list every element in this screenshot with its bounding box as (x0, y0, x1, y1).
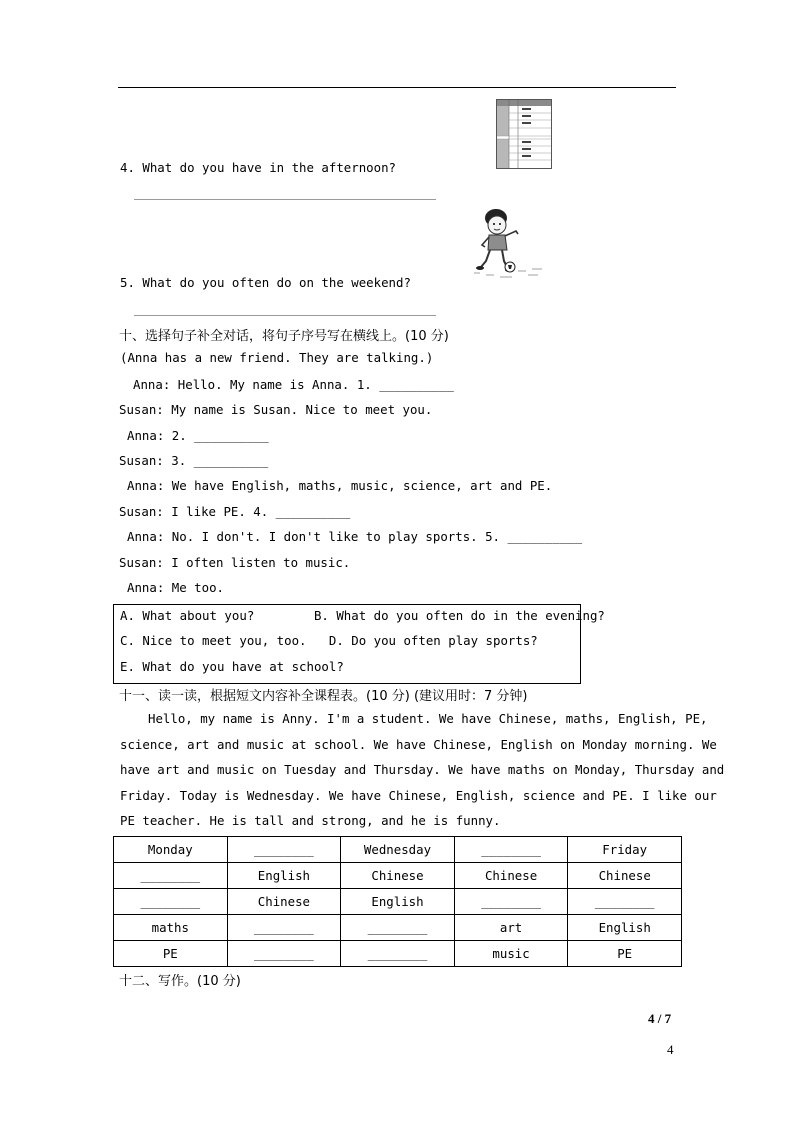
question-5: 5. What do you often do on the weekend? (120, 275, 411, 290)
dialogue-line (119, 555, 350, 570)
table-cell: Friday (568, 837, 682, 863)
option-line: A. What about you? B. What do you often do in the evening? (120, 608, 605, 623)
dialogue-line (119, 402, 432, 417)
dialogue-speaker: Anna: (127, 428, 165, 443)
dialogue-line (133, 377, 454, 392)
dialogue-text: I often listen to music. (171, 555, 351, 570)
header-rule (118, 87, 676, 88)
table-cell: English (568, 915, 682, 941)
dialogue-line (127, 478, 552, 493)
dialogue-speaker: Anna: (127, 478, 165, 493)
passage-line: PE teacher. He is tall and strong, and he is funny. (120, 813, 501, 828)
timetable-thumbnail-image (496, 99, 552, 169)
answer-line-5[interactable] (134, 315, 436, 316)
dialogue-line (127, 529, 582, 544)
dialogue-line (119, 504, 350, 519)
passage-line: science, art and music at school. We have Chinese, English on Monday morning. We (120, 737, 717, 752)
page-fraction: 4 / 7 (648, 1011, 672, 1026)
table-cell-blank[interactable]: ________ (227, 837, 341, 863)
passage-line: Hello, my name is Anny. I'm a student. We have Chinese, maths, English, PE, (148, 711, 708, 726)
table-cell-blank[interactable]: ________ (454, 889, 568, 915)
table-cell-blank[interactable]: ________ (114, 889, 228, 915)
table-row (114, 941, 682, 967)
dialogue-line (127, 428, 269, 443)
table-cell-blank[interactable]: ________ (227, 915, 341, 941)
dialogue-text: We have English, maths, music, science, art and PE. (171, 478, 553, 493)
dialogue-line (127, 580, 224, 595)
question-4: 4. What do you have in the afternoon? (120, 160, 397, 175)
dialogue-text: Hello. My name is Anna. 1. __________ (177, 377, 454, 392)
dialogue-line (119, 453, 268, 468)
section-12-heading: 十二、写作。(10 分) (119, 974, 241, 989)
table-row (114, 863, 682, 889)
table-cell-blank[interactable]: ________ (341, 941, 455, 967)
section-11-heading: 十一、读一读，根据短文内容补全课程表。(10 分) (建议用时：7 分钟) (119, 689, 528, 704)
table-row (114, 915, 682, 941)
dialogue-text: No. I don't. I don't like to play sports. 5. __________ (171, 529, 583, 544)
table-cell: Wednesday (341, 837, 455, 863)
table-cell: English (227, 863, 341, 889)
table-cell: Chinese (454, 863, 568, 889)
table-row (114, 837, 682, 863)
passage-line: Friday. Today is Wednesday. We have Chinese, English, science and PE. I like our (120, 788, 717, 803)
table-cell-blank[interactable]: ________ (341, 915, 455, 941)
timetable (113, 836, 682, 967)
table-cell: maths (114, 915, 228, 941)
boy-playing-football-image (472, 205, 548, 281)
dialogue-speaker: Anna: (127, 580, 165, 595)
passage-line: have art and music on Tuesday and Thursday. We have maths on Monday, Thursday and (120, 762, 725, 777)
dialogue-speaker: Anna: (133, 377, 171, 392)
answer-line-4[interactable] (134, 199, 436, 200)
dialogue-text: 2. __________ (171, 428, 269, 443)
table-cell: PE (568, 941, 682, 967)
dialogue-text: Me too. (171, 580, 224, 595)
dialogue-speaker: Susan: (119, 504, 164, 519)
table-cell: art (454, 915, 568, 941)
table-cell: PE (114, 941, 228, 967)
table-cell: music (454, 941, 568, 967)
dialogue-speaker: Susan: (119, 555, 164, 570)
dialogue-text: 3. __________ (171, 453, 269, 468)
option-line: C. Nice to meet you, too. D. Do you often play sports? (120, 633, 538, 648)
table-cell-blank[interactable]: ________ (454, 837, 568, 863)
section-10-heading: 十、选择句子补全对话，将句子序号写在横线上。(10 分) (119, 329, 449, 344)
dialogue-speaker: Anna: (127, 529, 165, 544)
table-cell: Chinese (568, 863, 682, 889)
section-10-intro: (Anna has a new friend. They are talking.) (120, 350, 434, 365)
table-row (114, 889, 682, 915)
table-cell-blank[interactable]: ________ (114, 863, 228, 889)
table-cell: Monday (114, 837, 228, 863)
dialogue-speaker: Susan: (119, 453, 164, 468)
dialogue-text: My name is Susan. Nice to meet you. (171, 402, 433, 417)
table-cell-blank[interactable]: ________ (568, 889, 682, 915)
table-cell: Chinese (227, 889, 341, 915)
dialogue-text: I like PE. 4. __________ (171, 504, 351, 519)
dialogue-speaker: Susan: (119, 402, 164, 417)
table-cell: Chinese (341, 863, 455, 889)
table-cell: English (341, 889, 455, 915)
page-number: 4 (667, 1042, 674, 1057)
table-cell-blank[interactable]: ________ (227, 941, 341, 967)
option-line: E. What do you have at school? (120, 659, 344, 674)
